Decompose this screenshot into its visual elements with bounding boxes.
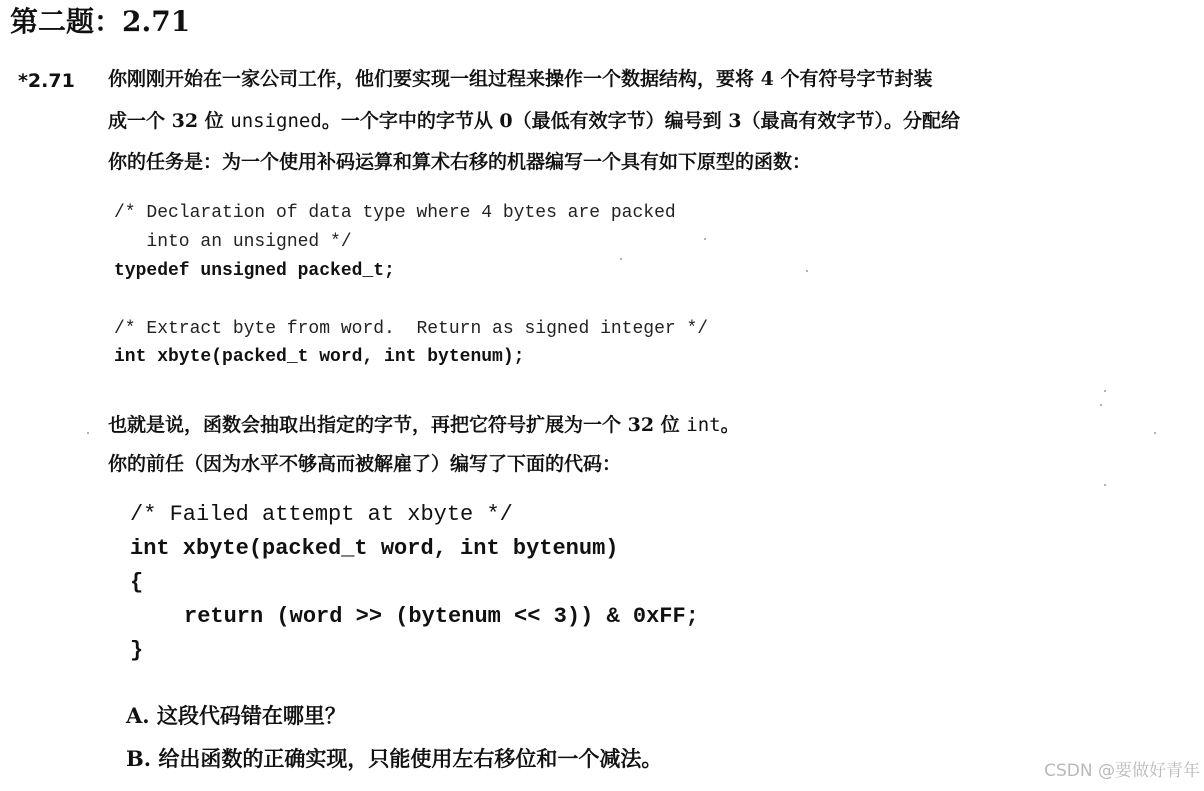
code1-line-5: int xbyte(packed_t word, int bytenum); (114, 347, 525, 367)
code1-line-1: /* Declaration of data type where 4 bytes are packed (114, 203, 676, 223)
question-b: B. 给出函数的正确实现，只能使用左右移位和一个减法。 (126, 746, 663, 771)
scan-speck (1104, 484, 1106, 486)
code2-line-3: { (130, 570, 144, 595)
mid-line-1-b: 。 (720, 414, 740, 436)
scan-speck (1104, 390, 1106, 392)
intro-line-3: 你的任务是：为一个使用补码运算和算术右移的机器编写一个具有如下原型的函数： (108, 151, 812, 173)
intro-line-1: 你刚刚开始在一家公司工作，他们要实现一组过程来操作一个数据结构，要将 4 个有符号字节封装 (108, 68, 933, 90)
scan-speck (704, 238, 706, 240)
intro-line-2-b: 。一个字中的字节从 0（最低有效字节）编号到 3（最高有效字节）。分配给 (321, 110, 960, 132)
mid-int-keyword: int (686, 414, 721, 436)
scan-speck (806, 270, 808, 272)
code1-line-3: typedef unsigned packed_t; (114, 261, 395, 281)
mid-line-1-a: 也就是说，函数会抽取出指定的字节，再把它符号扩展为一个 32 位 (108, 414, 687, 436)
scan-speck (1100, 404, 1102, 406)
page-title: 第二题：2.71 (10, 5, 191, 38)
scan-speck (1154, 432, 1156, 434)
code2-line-4: return (word >> (bytenum << 3)) & 0xFF; (184, 604, 699, 629)
intro-line-2-a: 成一个 32 位 (108, 110, 231, 132)
code2-line-1: /* Failed attempt at xbyte */ (130, 502, 513, 527)
code2-line-2: int xbyte(packed_t word, int bytenum) (130, 536, 619, 561)
mid-line-1 (108, 412, 740, 438)
question-a: A. 这段代码错在哪里？ (126, 703, 346, 728)
scan-speck (620, 258, 622, 260)
problem-number: *2.71 (18, 70, 75, 92)
mid-line-2: 你的前任（因为水平不够高而被解雇了）编写了下面的代码： (108, 453, 622, 475)
code1-line-2: into an unsigned */ (114, 232, 352, 252)
intro-unsigned-keyword: unsigned (230, 110, 322, 132)
code1-line-4: /* Extract byte from word. Return as signed integer */ (114, 319, 709, 339)
csdn-watermark: CSDN @要做好青年 (1044, 761, 1200, 781)
intro-line-2 (108, 108, 960, 134)
scan-speck (87, 432, 89, 434)
code2-line-5: } (130, 638, 144, 663)
